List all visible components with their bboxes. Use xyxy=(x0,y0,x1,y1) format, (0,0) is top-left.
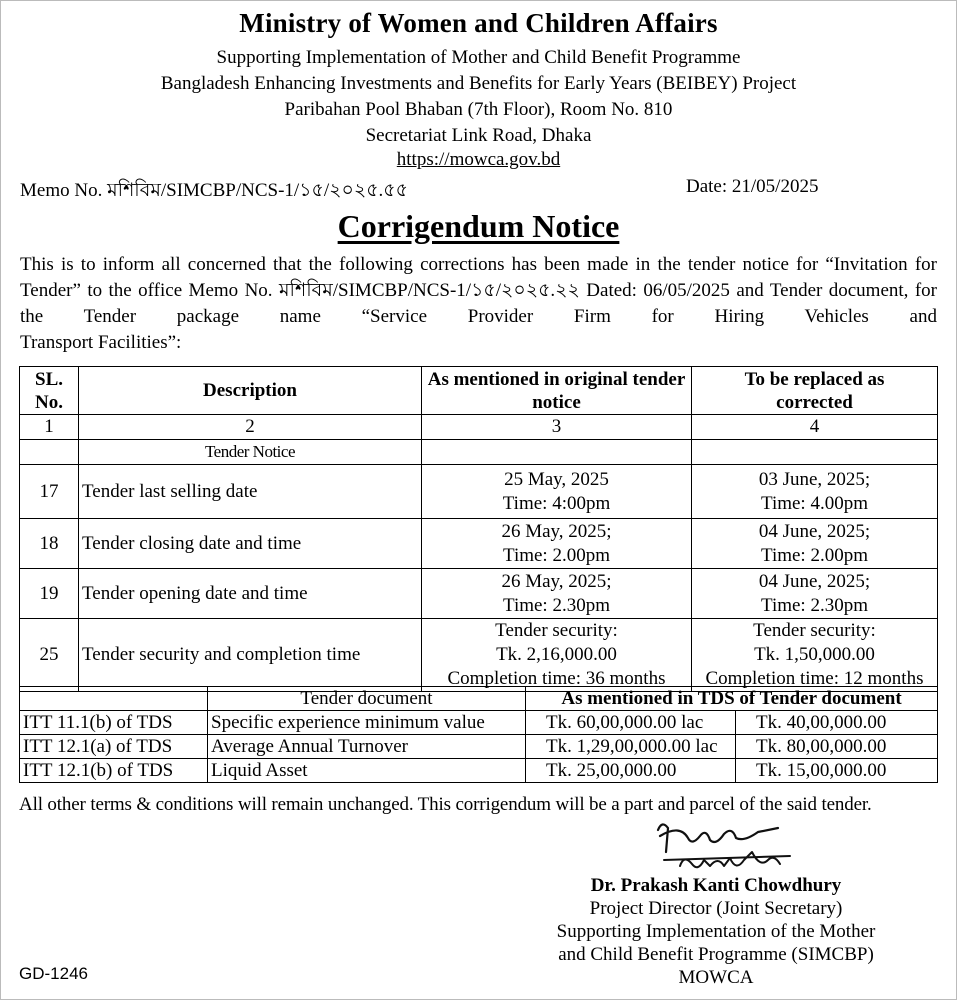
section-row-tender-notice xyxy=(20,440,938,465)
notice-title xyxy=(0,208,957,245)
row-original-line: 26 May, 2025; xyxy=(501,520,612,542)
signatory-program-line-2: and Child Benefit Programme (SIMCBP) xyxy=(558,944,874,965)
row-sl: 18 xyxy=(20,519,79,569)
intro-paragraph xyxy=(20,252,937,356)
row-corrected: Tk. 80,00,000.00 xyxy=(736,735,938,759)
signatory-block xyxy=(516,874,916,989)
row-sl: 25 xyxy=(20,619,79,692)
row-original xyxy=(422,619,692,692)
corrections-table xyxy=(19,366,938,692)
empty-cell xyxy=(20,440,79,465)
reference-code: GD-1246 xyxy=(19,964,88,983)
row-original-line: Time: 4:00pm xyxy=(502,492,611,514)
intro-main-text: This is to inform all concerned that the following corrections has been made in the tender notice for “Invitation for Tender” to the office Memo No. মশিবিম/SIMCBP/NCS-1/১৫/২০২৫.২২ Dated: 06/05/2025 and Tender document, for the Tender package name “Service Provider Firm for Hiring Vehicles and xyxy=(20,254,937,327)
memo-number: Memo No. মশিবিম/SIMCBP/NCS-1/১৫/২০২৫.৫৫ xyxy=(20,180,408,201)
table-row xyxy=(20,759,938,783)
col-number: 4 xyxy=(692,415,938,440)
signatory-designation: Project Director (Joint Secretary) xyxy=(589,898,843,919)
table-row xyxy=(20,735,938,759)
empty-cell xyxy=(692,440,938,465)
row-item: Specific experience minimum value xyxy=(208,711,526,735)
row-sl: 19 xyxy=(20,569,79,619)
row-corrected-line: Completion time: 12 months xyxy=(705,668,924,689)
row-description: Tender security and completion time xyxy=(79,619,422,692)
empty-cell xyxy=(422,440,692,465)
header-corrected-text: To be replaced as corrected xyxy=(744,368,885,413)
header-website-row xyxy=(0,148,957,172)
table-row xyxy=(20,569,938,619)
row-original xyxy=(422,519,692,569)
row-corrected-line: Time: 2.00pm xyxy=(761,544,868,566)
row-original-line: Time: 2.00pm xyxy=(503,544,610,566)
col-number: 3 xyxy=(422,415,692,440)
row-corrected: Tk. 15,00,000.00 xyxy=(736,759,938,783)
row-ref: ITT 12.1(a) of TDS xyxy=(20,735,208,759)
column-number-row xyxy=(20,415,938,440)
row-corrected xyxy=(692,619,938,692)
row-corrected-line: Time: 2.30pm xyxy=(761,594,868,616)
signatory-name: Dr. Prakash Kanti Chowdhury xyxy=(590,875,842,896)
row-corrected-line: Tender security: xyxy=(753,620,876,641)
tds-table xyxy=(19,686,938,783)
row-corrected xyxy=(692,519,938,569)
row-corrected-line: 03 June, 2025; xyxy=(758,468,871,490)
row-original: Tk. 1,29,00,000.00 lac xyxy=(526,735,736,759)
memo-date: Date: 21/05/2025 xyxy=(686,176,819,197)
row-sl: 17 xyxy=(20,465,79,519)
row-corrected xyxy=(692,569,938,619)
signatory-org: MOWCA xyxy=(678,967,754,988)
header-line-2: Bangladesh Enhancing Investments and Benefits for Early Years (BEIBEY) Project xyxy=(160,73,797,94)
handwritten-signature xyxy=(640,816,810,878)
row-corrected-line: Time: 4.00pm xyxy=(761,492,868,514)
row-item: Liquid Asset xyxy=(208,759,526,783)
header-sl-text: SL. No. xyxy=(35,368,63,413)
row-original-line: Tk. 2,16,000.00 xyxy=(496,644,617,665)
row-corrected-line: 04 June, 2025; xyxy=(758,520,871,542)
header-line-4: Secretariat Link Road, Dhaka xyxy=(365,125,592,146)
row-original-line: Completion time: 36 months xyxy=(447,668,666,689)
row-original xyxy=(422,465,692,519)
row-item: Average Annual Turnover xyxy=(208,735,526,759)
row-original: Tk. 60,00,000.00 lac xyxy=(526,711,736,735)
header-original: As mentioned in original tender notice xyxy=(422,367,692,415)
row-original-line: Time: 2.30pm xyxy=(503,594,610,616)
table-row xyxy=(20,465,938,519)
signatory-program-line-1: Supporting Implementation of the Mother xyxy=(556,921,876,942)
row-original-line: 25 May, 2025 xyxy=(504,468,609,490)
header-line-1: Supporting Implementation of Mother and Child Benefit Programme xyxy=(216,47,741,68)
section-value-tender-document: As mentioned in TDS of Tender document xyxy=(526,687,938,711)
table-row xyxy=(20,619,938,692)
row-description: Tender last selling date xyxy=(79,465,422,519)
header-sl xyxy=(20,367,79,415)
row-original: Tk. 25,00,000.00 xyxy=(526,759,736,783)
section-row-tender-document xyxy=(20,687,938,711)
notice-title-text: Corrigendum Notice xyxy=(337,208,620,244)
row-original xyxy=(422,569,692,619)
section-label-tender-notice: Tender Notice xyxy=(79,440,422,465)
row-ref: ITT 12.1(b) of TDS xyxy=(20,759,208,783)
row-original-line: 26 May, 2025; xyxy=(501,570,612,592)
row-corrected-line: Tk. 1,50,000.00 xyxy=(754,644,875,665)
col-number: 1 xyxy=(20,415,79,440)
row-ref: ITT 11.1(b) of TDS xyxy=(20,711,208,735)
empty-cell xyxy=(20,687,208,711)
intro-last-line: Transport Facilities”: xyxy=(20,332,182,353)
section-label-tender-document: Tender document xyxy=(208,687,526,711)
table-header-row xyxy=(20,367,938,415)
row-corrected xyxy=(692,465,938,519)
row-corrected: Tk. 40,00,000.00 xyxy=(736,711,938,735)
header-line-3: Paribahan Pool Bhaban (7th Floor), Room No. 810 xyxy=(284,99,673,120)
row-description: Tender closing date and time xyxy=(79,519,422,569)
footer-note: All other terms & conditions will remain unchanged. This corrigendum will be a part and parcel of the said tender. xyxy=(19,794,872,815)
header-description: Description xyxy=(79,367,422,415)
row-description: Tender opening date and time xyxy=(79,569,422,619)
table-row xyxy=(20,711,938,735)
row-corrected-line: 04 June, 2025; xyxy=(758,570,871,592)
header-corrected xyxy=(692,367,938,415)
col-number: 2 xyxy=(79,415,422,440)
row-original-line: Tender security: xyxy=(495,620,618,641)
table-row xyxy=(20,519,938,569)
website-link[interactable]: https://mowca.gov.bd xyxy=(396,149,561,170)
ministry-title: Ministry of Women and Children Affairs xyxy=(239,8,718,38)
